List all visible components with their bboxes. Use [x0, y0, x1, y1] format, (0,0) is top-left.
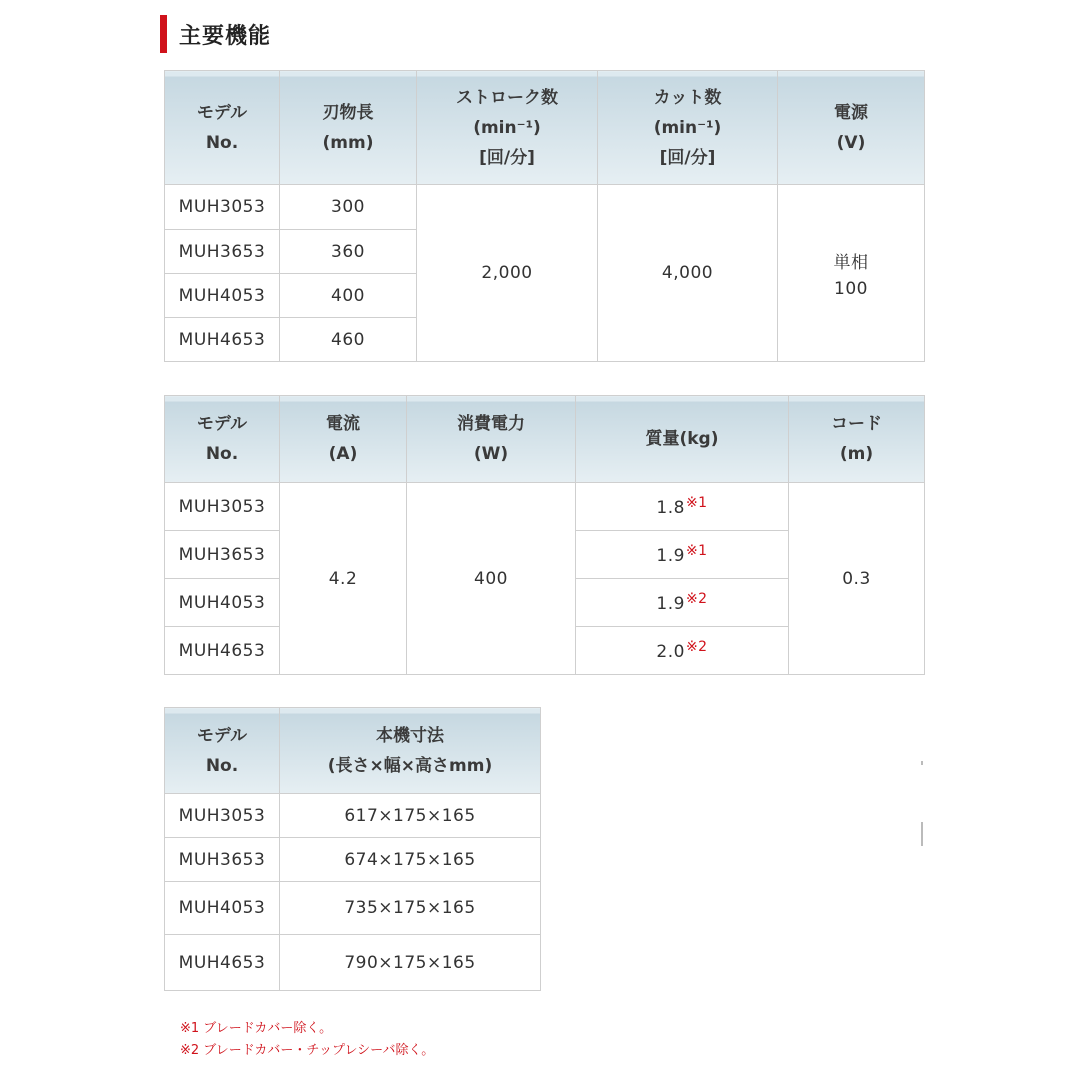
model-cell: MUH3653 — [165, 531, 280, 579]
model-cell: MUH4653 — [165, 935, 280, 991]
cord-cell: 0.3 — [789, 483, 925, 675]
table-row — [165, 838, 541, 882]
header-model: モデル No. — [165, 71, 280, 185]
mass-cell: 1.8$^{※1}$ — [576, 483, 789, 531]
dimensions-cell: 674×175×165 — [280, 838, 541, 882]
header-dimensions: 本機寸法 (長さ×幅×高さmm) — [280, 708, 541, 794]
model-cell: MUH4053 — [165, 882, 280, 935]
footnote-mark: ※2 — [685, 591, 708, 607]
blade-length-cell: 400 — [280, 274, 417, 318]
header-current: 電流 (A) — [280, 396, 407, 483]
header-model: モデル No. — [165, 708, 280, 794]
footnote-mark: ※1 — [685, 543, 708, 559]
model-cell: MUH3653 — [165, 230, 280, 274]
header-cut: カット数 (min⁻¹) [回/分] — [598, 71, 778, 185]
mass-cell: 1.9$^{※1}$ — [576, 531, 789, 579]
table-row — [165, 185, 925, 230]
section-title: 主要機能 — [179, 23, 272, 49]
model-cell: MUH4653 — [165, 318, 280, 362]
model-cell: MUH3653 — [165, 838, 280, 882]
stroke-cell: 2,000 — [417, 185, 598, 362]
spec-table-dimensions — [164, 707, 541, 991]
blade-length-cell: 360 — [280, 230, 417, 274]
footnote-2: ※2 ブレードカバー・チップレシーバ除く。 — [180, 1043, 435, 1058]
dimensions-cell: 735×175×165 — [280, 882, 541, 935]
header-stroke: ストローク数 (min⁻¹) [回/分] — [417, 71, 598, 185]
footnotes — [180, 1018, 434, 1062]
header-power-consumption: 消費電力 (W) — [407, 396, 576, 483]
header-blade-length: 刃物長 (mm) — [280, 71, 417, 185]
model-cell: MUH3053 — [165, 794, 280, 838]
model-cell: MUH4653 — [165, 627, 280, 675]
footnote-mark: ※2 — [685, 639, 708, 655]
section-heading — [160, 14, 271, 54]
divider-mark — [921, 761, 923, 765]
dimensions-cell: 617×175×165 — [280, 794, 541, 838]
table-header-row — [165, 708, 541, 794]
footnote-1: ※1 ブレードカバー除く。 — [180, 1021, 333, 1036]
spec-table-performance — [164, 70, 925, 362]
model-cell: MUH3053 — [165, 185, 280, 230]
header-power-source: 電源 (V) — [778, 71, 925, 185]
mass-cell: 1.9$^{※2}$ — [576, 579, 789, 627]
power-consumption-cell: 400 — [407, 483, 576, 675]
heading-accent-bar — [160, 15, 167, 53]
header-cord: コード (m) — [789, 396, 925, 483]
mass-cell: 2.0$^{※2}$ — [576, 627, 789, 675]
current-cell: 4.2 — [280, 483, 407, 675]
power-source-cell: 単相 100 — [778, 185, 925, 362]
table-row — [165, 794, 541, 838]
divider-mark — [921, 822, 923, 846]
footnote-mark: ※1 — [685, 495, 708, 511]
header-model: モデル No. — [165, 396, 280, 483]
table-row — [165, 882, 541, 935]
blade-length-cell: 300 — [280, 185, 417, 230]
spec-table-electrical — [164, 395, 925, 675]
table-header-row — [165, 396, 925, 483]
header-mass: 質量(kg) — [576, 396, 789, 483]
model-cell: MUH4053 — [165, 579, 280, 627]
cut-cell: 4,000 — [598, 185, 778, 362]
model-cell: MUH3053 — [165, 483, 280, 531]
table-row — [165, 935, 541, 991]
table-row — [165, 483, 925, 531]
model-cell: MUH4053 — [165, 274, 280, 318]
blade-length-cell: 460 — [280, 318, 417, 362]
table-header-row — [165, 71, 925, 185]
dimensions-cell: 790×175×165 — [280, 935, 541, 991]
